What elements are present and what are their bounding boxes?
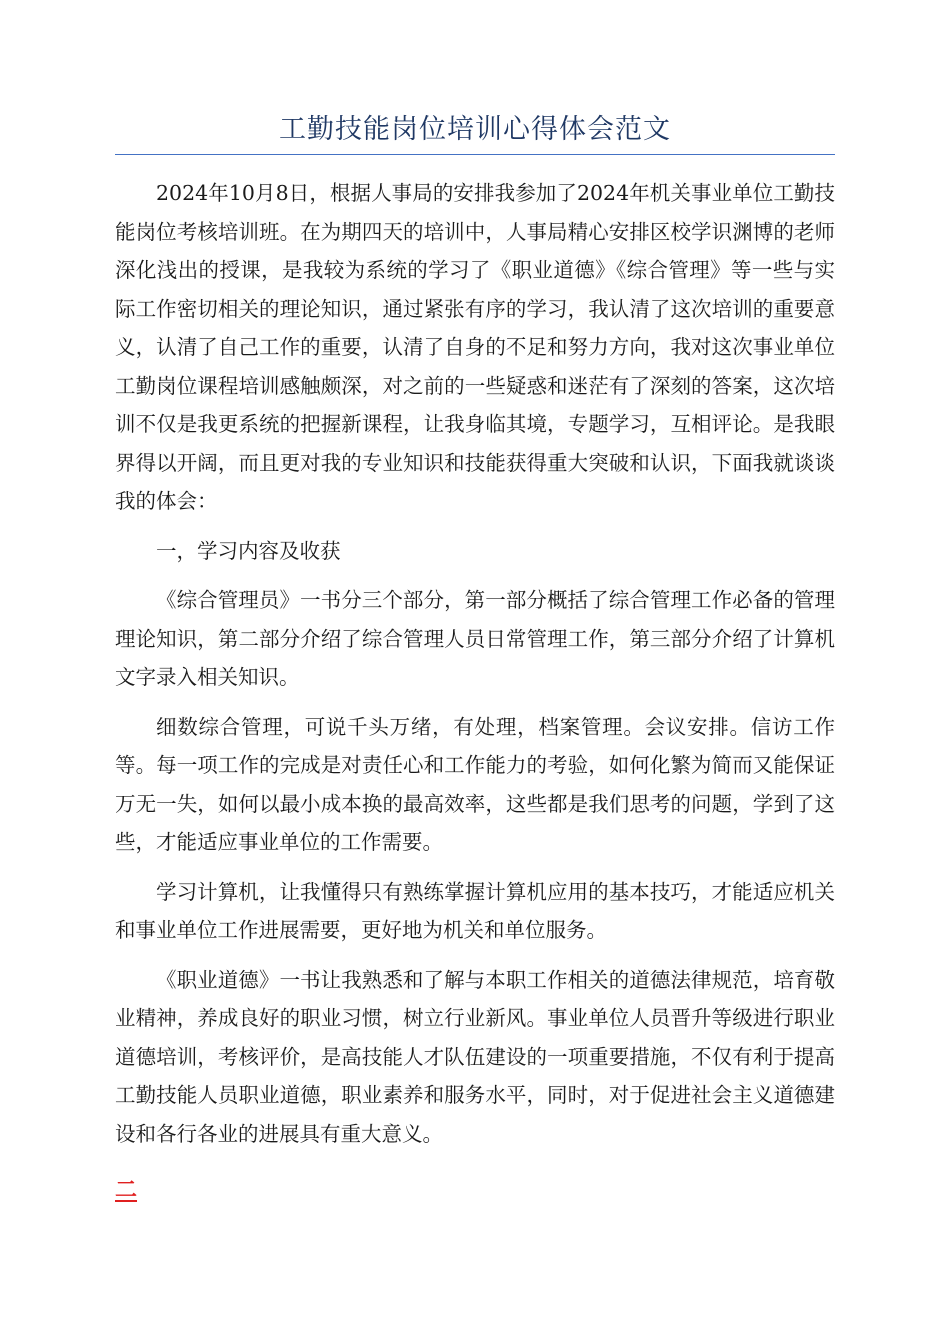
paragraph-management-details: 细数综合管理，可说千头万绪，有处理，档案管理。会议安排。信访工作等。每一项工作的完成是对责任心和工作能力的考验，如何化繁为简而又能保证万无一失，如何以最小成本换的最高效率，这些都是我们思考的问题，学到了这些，才能适应事业单位的工作需要。 bbox=[115, 714, 835, 854]
paragraph-general-management: 《综合管理员》一书分三个部分，第一部分概括了综合管理工作必备的管理理论知识，第二部分介绍了综合管理人员日常管理工作，第三部分介绍了计算机文字录入相关知识。 bbox=[115, 588, 835, 689]
document-body bbox=[115, 174, 835, 1209]
paragraph-intro: 2024年10月8日，根据人事局的安排我参加了2024年机关事业单位工勤技能岗位考核培训班。在为期四天的培训中，人事局精心安排区校学识渊博的老师深化浅出的授课，是我较为系统的学习了《职业道德》《综合管理》等一些与实际工作密切相关的理论知识，通过紧张有序的学习，我认清了这次培训的重要意义，认清了自己工作的重要，认清了自身的不足和努力方向，我对这次事业单位工勤岗位课程培训感触颇深，对之前的一些疑惑和迷茫有了深刻的答案，这次培训不仅是我更系统的把握新课程，让我身临其境，专题学习，互相评论。是我眼界得以开阔，而且更对我的专业知识和技能获得重大突破和认识，下面我就谈谈我的体会： bbox=[115, 181, 835, 513]
paragraph-computer: 学习计算机，让我懂得只有熟练掌握计算机应用的基本技巧，才能适应机关和事业单位工作进展需要，更好地为机关和单位服务。 bbox=[115, 879, 835, 942]
title-underline bbox=[115, 154, 835, 155]
document-title: 工勤技能岗位培训心得体会范文 bbox=[279, 114, 671, 145]
section-heading-1: 一，学习内容及收获 bbox=[156, 538, 341, 563]
paragraph-professional-ethics: 《职业道德》一书让我熟悉和了解与本职工作相关的道德法律规范，培育敬业精神，养成良好的职业习惯，树立行业新风。事业单位人员晋升等级进行职业道德培训，考核评价，是高技能人才队伍建设的一项重要措施，不仅有利于提高工勤技能人员职业道德，职业素养和服务水平，同时，对于促进社会主义道德建设和各行各业的进展具有重大意义。 bbox=[115, 967, 835, 1146]
section-heading-2-mark: 二 bbox=[115, 1177, 138, 1203]
